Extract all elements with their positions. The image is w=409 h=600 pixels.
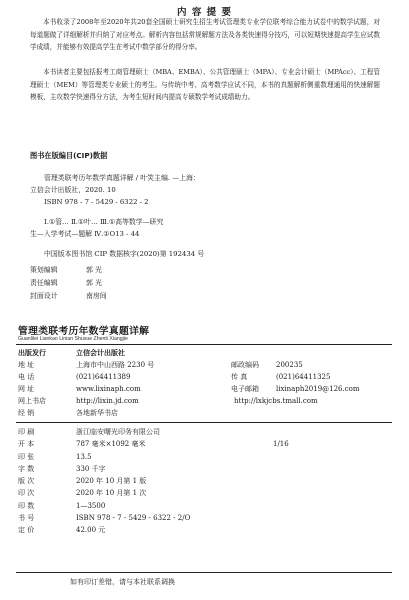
info-label: 传 真 xyxy=(231,373,248,381)
staff-label: 策划编辑 xyxy=(30,266,58,274)
email-address: lixinaph2019@126.com xyxy=(276,385,360,393)
cip-line: 中国版本图书馆 CIP 数据核字(2020)第 192434 号 xyxy=(44,250,205,258)
staff-label: 责任编辑 xyxy=(30,279,58,287)
staff-value: 郭 光 xyxy=(86,279,102,287)
spec-value: 2020 年 10 月第 1 次 xyxy=(76,489,147,498)
website-link: www.lixinaph.com xyxy=(76,385,141,393)
info-label: 经 销 xyxy=(18,409,35,417)
intro-paragraph: 本书收录了2008年至2020年共20套全国硕士研究生招生考试管理类专业学位联考综合能力试卷中的数学试题，对每道题做了详细解析并归纳了对应考点。解析内容包括常规解题方法及各类快速得分技巧，可以短期快速提高学生应试数学成绩，并能够有效提高学生在考试中数学部分的得分率。 xyxy=(30,18,380,51)
divider xyxy=(16,344,392,345)
spec-label: 版 次 xyxy=(18,477,35,486)
spec-value: 2020 年 10 月第 1 版 xyxy=(76,477,147,486)
staff-value: 南房间 xyxy=(86,292,107,300)
divider xyxy=(16,572,392,573)
intro-paragraph: 本书读者主要包括报考工商管理硕士（MBA、EMBA）、公共管理硕士（MPA）、专业会计硕士（MPAcc）、工程管理硕士（MEM）等管理类专业硕士的考生。与传统中考、高考数学应试不同，本书的真题解析侧重数理通用的快速解题模板，主攻数学快速得分方法，为考生短时间内提高专硕数学考试成绩助力。 xyxy=(30,68,380,101)
book-title: 管理类联考历年数学真题详解 xyxy=(18,326,150,337)
staff-value: 郭 光 xyxy=(86,266,102,274)
staff-row xyxy=(30,277,107,290)
online-store-link: http://lxkjcbs.tmall.com xyxy=(234,397,318,405)
info-label: 出版发行 xyxy=(18,349,46,357)
cip-line: ISBN 978 - 7 - 5429 - 6322 - 2 xyxy=(44,198,149,206)
info-value: (021)64411389 xyxy=(76,373,131,381)
price-value: 42.00 元 xyxy=(76,526,106,535)
spec-value: 浙江临安曙光印务有限公司 xyxy=(76,428,160,436)
info-label: 电 话 xyxy=(18,373,35,381)
info-label: 网上书店 xyxy=(18,397,46,405)
spec-label: 印 数 xyxy=(18,501,35,510)
staff-row xyxy=(30,264,107,277)
cip-line: Ⅰ.①管… Ⅱ.①叶… Ⅲ.①高等数学—研究 xyxy=(44,218,164,226)
staff-list xyxy=(30,264,107,303)
info-label: 邮政编码 xyxy=(231,361,259,369)
staff-label: 封面设计 xyxy=(30,292,58,300)
cip-line: 立信会计出版社，2020. 10 xyxy=(30,186,116,194)
book-title-pinyin: Guanlilei Liankao Linian Shuxue Zhenti Xiangjie xyxy=(18,336,128,342)
info-value: 各地新华书店 xyxy=(76,409,118,417)
info-value: 200235 xyxy=(276,361,303,369)
divider xyxy=(16,422,392,423)
spec-label: 书 号 xyxy=(18,514,35,523)
cip-line: 管理类联考历年数学真题详解 / 叶笑主编. —上海： xyxy=(44,174,200,182)
spec-label: 定 价 xyxy=(18,526,35,535)
spec-label: 印 刷 xyxy=(18,428,35,436)
staff-row xyxy=(30,290,107,303)
info-value: 立信会计出版社 xyxy=(76,349,125,357)
info-label: 地 址 xyxy=(18,361,35,369)
isbn-value: ISBN 978 - 7 - 5429 - 6322 - 2/O xyxy=(76,514,191,523)
info-label: 电子邮箱 xyxy=(231,385,259,393)
cip-line: 生—入学考试—题解 Ⅳ.①O13 - 44 xyxy=(30,230,140,238)
cip-block xyxy=(30,172,204,260)
notice-text: 如有印订差错，请与本社联系调换 xyxy=(70,578,175,586)
spec-value: 330 千字 xyxy=(76,464,106,473)
spec-label: 印 张 xyxy=(18,452,35,461)
spec-label: 印 次 xyxy=(18,489,35,498)
spec-value: 787 毫米×1092 毫米 xyxy=(76,440,146,449)
spec-value: 1/16 xyxy=(273,440,289,449)
info-value: 上海市中山西路 2230 号 xyxy=(76,361,155,369)
spec-value: 1—3500 xyxy=(76,501,106,510)
info-value: (021)64411325 xyxy=(276,373,331,381)
intro-title: 内 容 提 要 xyxy=(177,7,232,18)
cip-heading: 图书在版编目(CIP)数据 xyxy=(30,151,108,160)
spec-label: 开 本 xyxy=(18,440,35,449)
spec-label: 字 数 xyxy=(18,464,35,473)
spec-value: 13.5 xyxy=(76,452,92,461)
online-store-link: http://lixin.jd.com xyxy=(76,397,139,405)
info-label: 网 址 xyxy=(18,385,35,393)
